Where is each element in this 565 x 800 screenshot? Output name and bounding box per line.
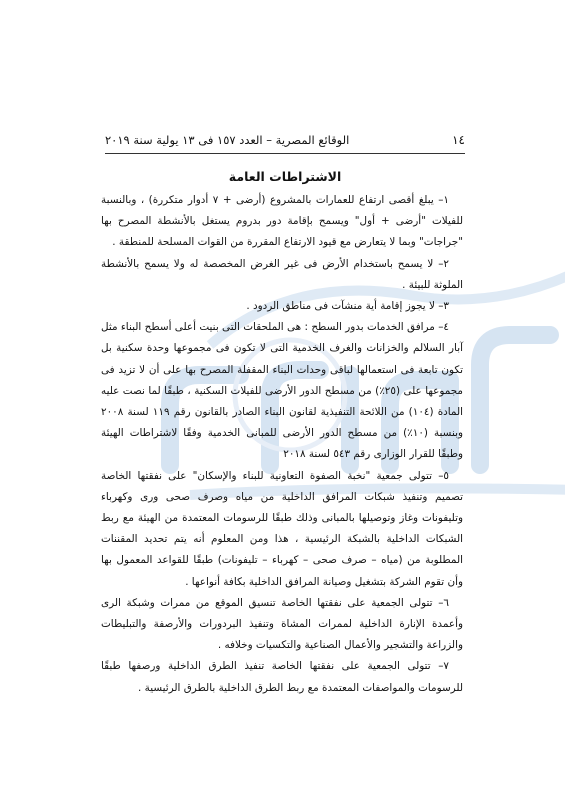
journal-issue-line: الوقائع المصرية – العدد ١٥٧ فى ١٣ يولية سنة ٢٠١٩ xyxy=(105,133,350,147)
page-header xyxy=(105,133,465,149)
section-title: الاشتراطات العامة xyxy=(228,169,342,184)
clause-3: ٣– لا يجوز إقامة أية منشآت فى مناطق الردود . xyxy=(246,300,449,313)
page-number: ١٤ xyxy=(452,133,465,147)
clause-4: ٤– مرافق الخدمات بدور السطح : هى الملحقات التى بنيت أعلى أسطح البناء مثل آبار السلالم والخزانات والغرف الخدمية التى لا تكون فى مجموعها وحدة سكنية بل تكون تابعة فى استعمالها لباقى وحدات البناء المقفلة المصرح بها على أن لا تزيد فى مجموعها على (٢٥٪) من مسطح الدور الأرضى للفيلات السكنية ، طبقًا لما نصت عليه المادة (١٠٤) من اللائحة التنفيذية لقانون البناء الصادر بالقانون رقم ١١٩ لسنة ٢٠٠٨ وبنسبة (١٠٪) من مسطح الدور الأرضى للمبانى الخدمية وفقًا لاشتراطات الهيئة وطبقًا للقرار الوزارى رقم ٥٤٣ لسنة ٢٠١٨ xyxy=(101,321,463,461)
clauses-body xyxy=(101,190,463,699)
clause-1: ١– يبلغ أقصى ارتفاع للعمارات بالمشروع (أرضى + ٧ أدوار متكررة) ، وبالنسبة للفيلات "أرضى + أول" ويسمح بإقامة دور بدروم يستغل بالأنشطة المصرح بها "جراجات" وبما لا يتعارض مع قيود الارتفاع المقررة من القوات المسلحة للمنطقة . xyxy=(101,194,463,249)
header-divider xyxy=(105,153,465,154)
clause-2: ٢– لا يسمح باستخدام الأرض فى غير الغرض المخصصة له ولا يسمح بالأنشطة الملوثة للبيئة . xyxy=(101,257,463,291)
clause-6: ٦– تتولى الجمعية على نفقتها الخاصة تنسيق الموقع من ممرات وشبكة الرى وأعمدة الإنارة الداخلية لممرات المشاة وتنفيذ البردورات والأرصفة والتبليطات والزراعة والتشجير والأعمال الصناعية والتكسيات وخلافه . xyxy=(101,596,463,652)
clause-7: ٧– تتولى الجمعية على نفقتها الخاصة تنفيذ الطرق الداخلية ورصفها طبقًا للرسومات والمواصفات المعتمدة مع ربط الطرق الداخلية بالطرق الرئيسية . xyxy=(101,660,463,694)
clause-5: ٥– تتولى جمعية "نخبة الصفوة التعاونية للبناء والإسكان" على نفقتها الخاصة تصميم وتنفيذ شبكات المرافق الداخلية من مياه وصرف صحى ورى وكهرباء وتليفونات وغاز وتوصيلها بالمبانى وذلك طبقًا للرسومات المعتمدة من الهيئة مع ربط الشبكات الداخلية بالشبكة الرئيسية ، هذا ومن المعلوم أنه يتم تحديد المقننات المطلوبة من (مياه – صرف صحى – كهرباء – تليفونات) طبقًا للقواعد المعمول بها وأن تقوم الشركة بتشغيل وصيانة المرافق الداخلية بكافة أنواعها . xyxy=(101,469,463,588)
